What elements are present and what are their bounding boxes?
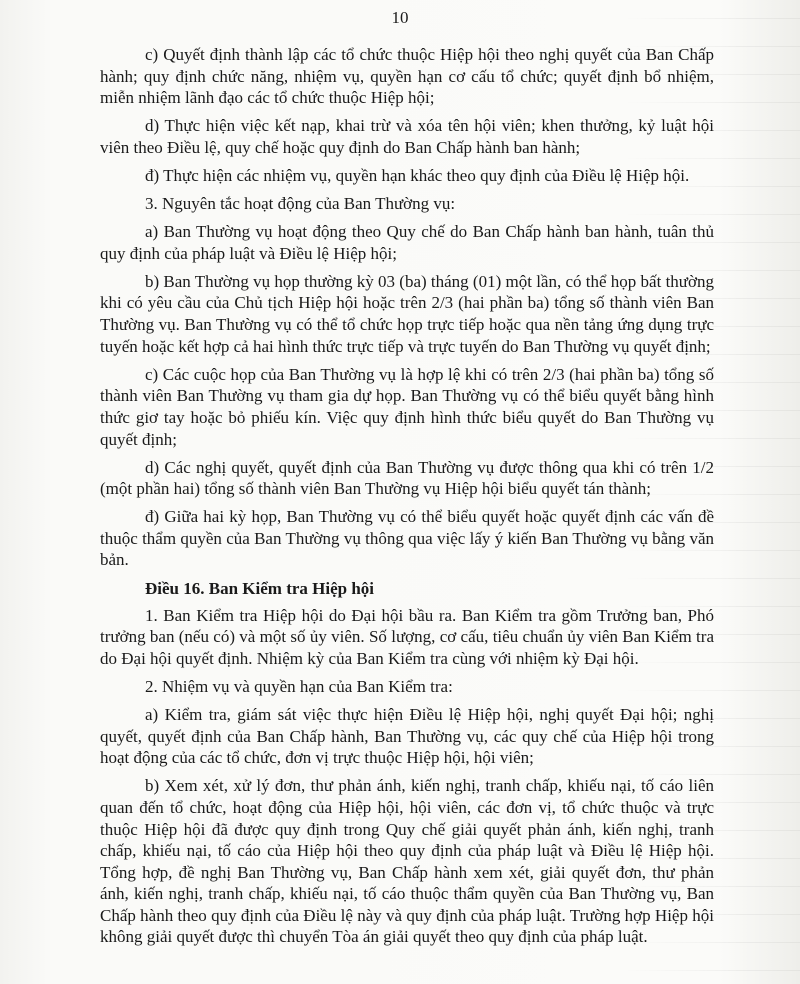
paragraph: đ) Thực hiện các nhiệm vụ, quyền hạn khác theo quy định của Điều lệ Hiệp hội. xyxy=(145,165,690,185)
paragraph: b) Ban Thường vụ họp thường kỳ 03 (ba) tháng (01) một lần, có thể họp bất thường khi có yêu cầu của Chủ tịch Hiệp hội hoặc trên 2/3 (hai phần ba) tổng số thành viên Ban Thường vụ. Ban Thường vụ có thể tổ chức họp trực tiếp hoặc qua nền tảng ứng dụng trực tuyến hoặc kết hợp cả hai hình thức trực tiếp và trực tuyến do Ban Thường vụ quyết định; xyxy=(100,271,714,356)
paragraph: a) Kiểm tra, giám sát việc thực hiện Điều lệ Hiệp hội, nghị quyết Đại hội; nghị quyết, quyết định của Ban Chấp hành, Ban Thường vụ, các quy chế của Hiệp hội trong hoạt động của các tổ chức, đơn vị trực thuộc Hiệp hội, hội viên; xyxy=(100,705,714,768)
paragraph: đ) Giữa hai kỳ họp, Ban Thường vụ có thể biểu quyết hoặc quyết định các vấn đề thuộc thẩm quyền của Ban Thường vụ thông qua việc lấy ý kiến Ban Thường vụ bằng văn bản. xyxy=(100,507,714,570)
page-number: 10 xyxy=(391,8,409,27)
paragraph: 1. Ban Kiểm tra Hiệp hội do Đại hội bầu ra. Ban Kiểm tra gồm Trưởng ban, Phó trưởng ban (nếu có) và một số ủy viên. Số lượng, cơ cấu, tiêu chuẩn ủy viên Ban Kiểm tra do Đại hội quyết định. Nhiệm kỳ của Ban Kiểm tra cùng với nhiệm kỳ Đại hội. xyxy=(100,605,714,668)
paragraph: c) Các cuộc họp của Ban Thường vụ là hợp lệ khi có trên 2/3 (hai phần ba) tổng số thành viên Ban Thường vụ tham gia dự họp. Ban Thường vụ có thể biểu quyết bằng hình thức giơ tay hoặc bỏ phiếu kín. Việc quy định hình thức biểu quyết do Ban Thường vụ quyết định; xyxy=(100,364,714,449)
paragraph: 3. Nguyên tắc hoạt động của Ban Thường vụ: xyxy=(145,194,456,214)
section-before xyxy=(100,44,714,571)
document-body xyxy=(100,44,714,955)
paragraph: c) Quyết định thành lập các tổ chức thuộc Hiệp hội theo nghị quyết của Ban Chấp hành; quy định chức năng, nhiệm vụ, quyền hạn cơ cấu tổ chức; quyết định bổ nhiệm, miễn nhiệm lãnh đạo các tổ chức thuộc Hiệp hội; xyxy=(100,45,714,108)
paragraph: 2. Nhiệm vụ và quyền hạn của Ban Kiểm tra: xyxy=(145,676,453,696)
paragraph: b) Xem xét, xử lý đơn, thư phản ánh, kiến nghị, tranh chấp, khiếu nại, tố cáo liên quan đến tổ chức, hoạt động của Hiệp hội, hội viên, các đơn vị, tổ chức thuộc và trực thuộc Hiệp hội đã được quy định trong Quy chế giải quyết phản ánh, kiến nghị, tranh chấp, khiếu nại, tố cáo của Hiệp hội theo quy định của pháp luật và Điều lệ Hiệp hội. Tổng hợp, đề nghị Ban Thường vụ, Ban Chấp hành xem xét, giải quyết đơn, thư phản ánh, kiến nghị, tranh chấp, khiếu nại, tố cáo thuộc thẩm quyền của Ban Thường vụ, Ban Chấp hành theo quy định của Điều lệ này và quy định của pháp luật. Trường hợp Hiệp hội không giải quyết được thì chuyển Tòa án giải quyết theo quy định của pháp luật. xyxy=(100,776,714,947)
section-after xyxy=(100,605,714,948)
paragraph: d) Các nghị quyết, quyết định của Ban Thường vụ được thông qua khi có trên 1/2 (một phần hai) tổng số thành viên Ban Thường vụ Hiệp hội biểu quyết tán thành; xyxy=(100,457,714,499)
paragraph: a) Ban Thường vụ hoạt động theo Quy chế do Ban Chấp hành ban hành, tuân thủ quy định của pháp luật và Điều lệ Hiệp hội; xyxy=(100,222,714,263)
paragraph: d) Thực hiện việc kết nạp, khai trừ và xóa tên hội viên; khen thưởng, kỷ luật hội viên theo Điều lệ, quy chế hoặc quy định do Ban Chấp hành ban hành; xyxy=(100,116,714,157)
article-title: Điều 16. Ban Kiểm tra Hiệp hội xyxy=(145,579,375,599)
